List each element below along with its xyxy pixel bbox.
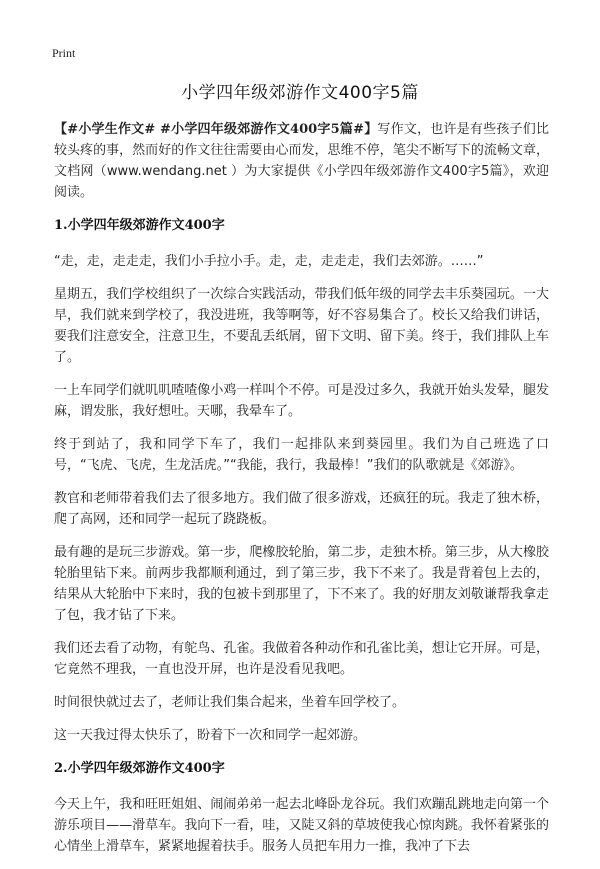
section-2-heading: 2.小学四年级郊游作文400字 xyxy=(54,761,225,776)
intro-tag: 【#小学生作文# #小学四年级郊游作文400字5篇#】 xyxy=(54,122,378,137)
print-link[interactable]: Print xyxy=(52,46,76,60)
paragraph: 我们还去看了动物，有鸵鸟、孔雀。我做着各种动作和孔雀比美，想让它开屏。可是，它竟然不理我，一直也没开屏，也许是没看见我吧。 xyxy=(54,641,549,677)
section-1-heading: 1.小学四年级郊游作文400字 xyxy=(54,218,225,233)
paragraph: “走，走，走走走，我们小手拉小手。走，走，走走走，我们去郊游。……” xyxy=(54,254,484,269)
paragraph: 星期五，我们学校组织了一次综合实践活动，带我们低年级的同学去丰乐葵园玩。一大早，我们就来到学校了，我没进班，我等啊等，好不容易集合了。校长又给我们讲话，要我们注意安全，注意卫生，不要乱丢纸屑，留下文明、留下美。终于，我们排队上车了。 xyxy=(54,287,549,365)
paragraph: 一上车同学们就叽叽喳喳像小鸡一样叫个不停。可是没过多久，我就开始头发晕，腿发麻，谓发胀，我好想吐。天哪，我晕车了。 xyxy=(54,383,549,419)
paragraph: 终于到站了，我和同学下车了，我们一起排队来到葵园里。我们为自己班选了口号，“飞虎、飞虎，生龙活虎。”“我能，我行，我最棒！”我们的队歌就是《郊游》。 xyxy=(54,437,549,473)
paragraph: 这一天我过得太快乐了，盼着下一次和同学一起郊游。 xyxy=(54,728,367,743)
document-body xyxy=(54,119,549,869)
document-title: 小学四年级郊游作文400字5篇 xyxy=(181,83,419,103)
intro-paragraph xyxy=(54,119,549,203)
paragraph: 最有趣的是玩三步游戏。第一步，爬橡胶轮胎，第二步，走独木桥。第三步，从大橡胶轮胎里钻下来。前两步我都顺利通过，到了第三步，我下不来了。我是背着包上去的，结果从大轮胎中下来时，我的包被卡到那里了，下不来了。我的好朋友刘敬谦帮我拿走了包，我才钻了下来。 xyxy=(54,545,549,623)
paragraph: 时间很快就过去了，老师让我们集合起来，坐着车回学校了。 xyxy=(54,695,406,710)
paragraph: 今天上午，我和旺旺姐姐、闹闹弟弟一起去北峰卧龙谷玩。我们欢蹦乱跳地走向第一个游乐项目——滑草车。我向下一看，哇，又陡又斜的草坡使我心惊肉跳。我怀着紧张的心情坐上滑草车，紧紧地握着扶手。服务人员把车用力一推，我冲了下去 xyxy=(54,797,549,854)
intro-text: 写作文，也许是有些孩子们比较头疼的事，然而好的作文往往需要由心而发，思维不停，笔尖不断写下的流畅文章，文档网（www.wendang.net ）为大家提供《小学四年级郊游作文400字5篇》，欢迎阅读。 xyxy=(54,122,549,200)
paragraph: 教官和老师带着我们去了很多地方。我们做了很多游戏，还疯狂的玩。我走了独木桥，爬了高网，还和同学一起玩了跷跷板。 xyxy=(54,491,549,527)
